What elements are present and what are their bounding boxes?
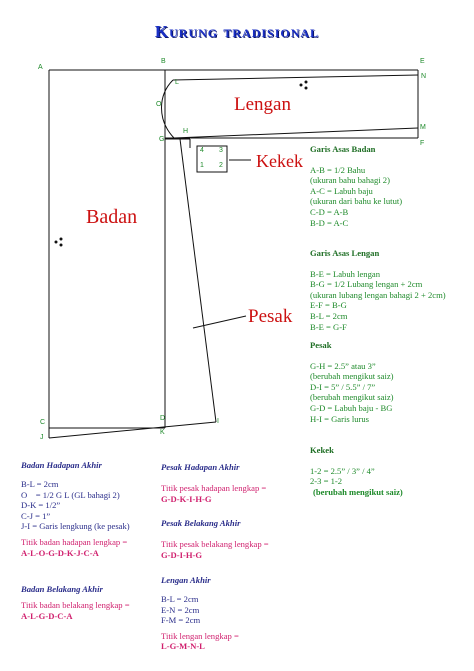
section-title: Pesak — [310, 340, 332, 350]
dot-mark — [305, 81, 308, 84]
rule-line: F-M = 2cm — [161, 615, 201, 626]
result-sequence: L-G-M-N-L — [161, 641, 205, 652]
line-l-n — [173, 75, 418, 80]
point-b: B — [161, 58, 166, 65]
kekek-section — [310, 445, 403, 497]
line-g-m — [174, 128, 418, 138]
pesak-belakang-section — [161, 518, 269, 560]
rule-line: E-F = B-G — [310, 300, 347, 311]
rule-line: (berubah mengikut saiz) — [310, 392, 394, 403]
pesak-depan-section — [161, 462, 266, 504]
armhole-curve — [162, 80, 175, 138]
rule-line: B-L = 2cm — [21, 479, 59, 490]
rule-line: E-N = 2cm — [161, 604, 200, 615]
rule-line: C-D = A-B — [310, 206, 349, 217]
rule-line: B-E = G-F — [310, 321, 347, 332]
pointer-pesak — [193, 316, 246, 328]
point-2: 2 — [219, 162, 223, 169]
lengan-akhir-section — [161, 575, 239, 651]
point-o: O — [156, 101, 162, 108]
rule-line: O = 1/2 G L (GL bahagi 2) — [21, 489, 120, 500]
point-n: N — [421, 73, 427, 80]
rule-line: (ukuran dari bahu ke lutut) — [310, 196, 403, 207]
dot-mark — [300, 84, 303, 87]
result-sequence: G-D-I-H-G — [161, 549, 203, 560]
rule-line: D-I = 5” / 5.5” / 7” — [310, 381, 376, 392]
kekek-note: (berubah mengikut saiz) — [313, 486, 403, 497]
rule-line: A-C = Labuh baju — [310, 185, 373, 196]
point-i: I — [217, 418, 219, 425]
section-title: Lengan Akhir — [161, 575, 211, 585]
section-title: Kekek — [310, 445, 334, 455]
rule-line: A-B = 1/2 Bahu — [310, 164, 366, 175]
section-title: Garis Asas Lengan — [310, 248, 380, 258]
result-sequence: A-L-O-G-D-K-J-C-A — [21, 547, 99, 558]
label-lengan: Lengan — [234, 94, 291, 115]
label-pesak: Pesak — [248, 306, 293, 327]
point-f: F — [420, 140, 425, 147]
rule-line: J-I = Garis lengkung (ke pesak) — [21, 521, 130, 532]
section-title: Pesak Belakang Akhir — [161, 518, 241, 528]
point-e: E — [420, 58, 425, 65]
point-1: 1 — [200, 162, 204, 169]
pesak-section — [310, 340, 394, 424]
rule-line: B-L = 2cm — [310, 310, 348, 321]
point-d: D — [160, 415, 166, 422]
point-m: M — [420, 124, 426, 131]
badan-belakang-section — [21, 584, 130, 621]
rule-line: (berubah mengikut saiz) — [310, 371, 394, 382]
section-title: Badan Belakang Akhir — [21, 584, 103, 594]
line-h-i — [180, 139, 216, 422]
rule-line: G-D = Labuh baju - BG — [310, 402, 393, 413]
dot-mark — [55, 241, 58, 244]
rule-line: 1-2 = 2.5” / 3” / 4” — [310, 465, 375, 476]
rule-line: B-G = 1/2 Lubang lengan + 2cm — [310, 279, 423, 290]
rule-line: (ukuran bahu bahagi 2) — [310, 175, 390, 186]
point-c: C — [40, 419, 46, 426]
rule-line: B-D = A-C — [310, 217, 349, 228]
dot-mark — [305, 87, 308, 90]
point-a: A — [38, 64, 43, 71]
section-title: Garis Asas Badan — [310, 144, 376, 154]
rule-line: C-J = 1” — [21, 510, 51, 521]
result-label: Titik badan belakang lengkap = — [21, 600, 130, 611]
point-4: 4 — [200, 147, 204, 154]
badan-depan-section — [21, 460, 130, 558]
badan-basis-section — [310, 144, 402, 228]
result-sequence: G-D-K-I-H-G — [161, 493, 212, 504]
result-sequence: A-L-G-D-C-A — [21, 610, 73, 621]
result-label: Titik badan hadapan lengkap = — [21, 537, 128, 548]
rule-line: G-H = 2.5” atau 3” — [310, 360, 376, 371]
dot-mark — [60, 244, 63, 247]
result-label: Titik pesak hadapan lengkap = — [161, 483, 267, 494]
result-label: Titik lengan lengkap = — [161, 630, 239, 641]
point-j: J — [40, 434, 44, 441]
rule-line: D-K = 1/2” — [21, 500, 61, 511]
rule-line: (ukuran lubang lengan bahagi 2 + 2cm) — [310, 289, 446, 300]
point-k: K — [160, 429, 165, 436]
section-title: Badan Hadapan Akhir — [21, 460, 102, 470]
rule-line: 2-3 = 1-2 — [310, 476, 343, 487]
label-kekek: Kekek — [256, 151, 303, 171]
section-title: Pesak Hadapan Akhir — [161, 462, 240, 472]
rule-line: B-E = Labuh lengan — [310, 268, 380, 279]
label-badan: Badan — [86, 206, 138, 228]
rule-line: H-I = Garis lurus — [310, 413, 370, 424]
lengan-basis-section — [310, 248, 446, 332]
line-j-i — [49, 422, 216, 438]
rule-line: B-L = 2cm — [161, 594, 199, 605]
dot-mark — [60, 238, 63, 241]
point-h: H — [183, 128, 189, 135]
point-l: L — [175, 79, 179, 86]
point-3: 3 — [219, 147, 223, 154]
page-title: Kurung tradisional — [154, 22, 320, 41]
result-label: Titik pesak belakang lengkap = — [161, 539, 269, 550]
point-g: G — [159, 136, 165, 143]
